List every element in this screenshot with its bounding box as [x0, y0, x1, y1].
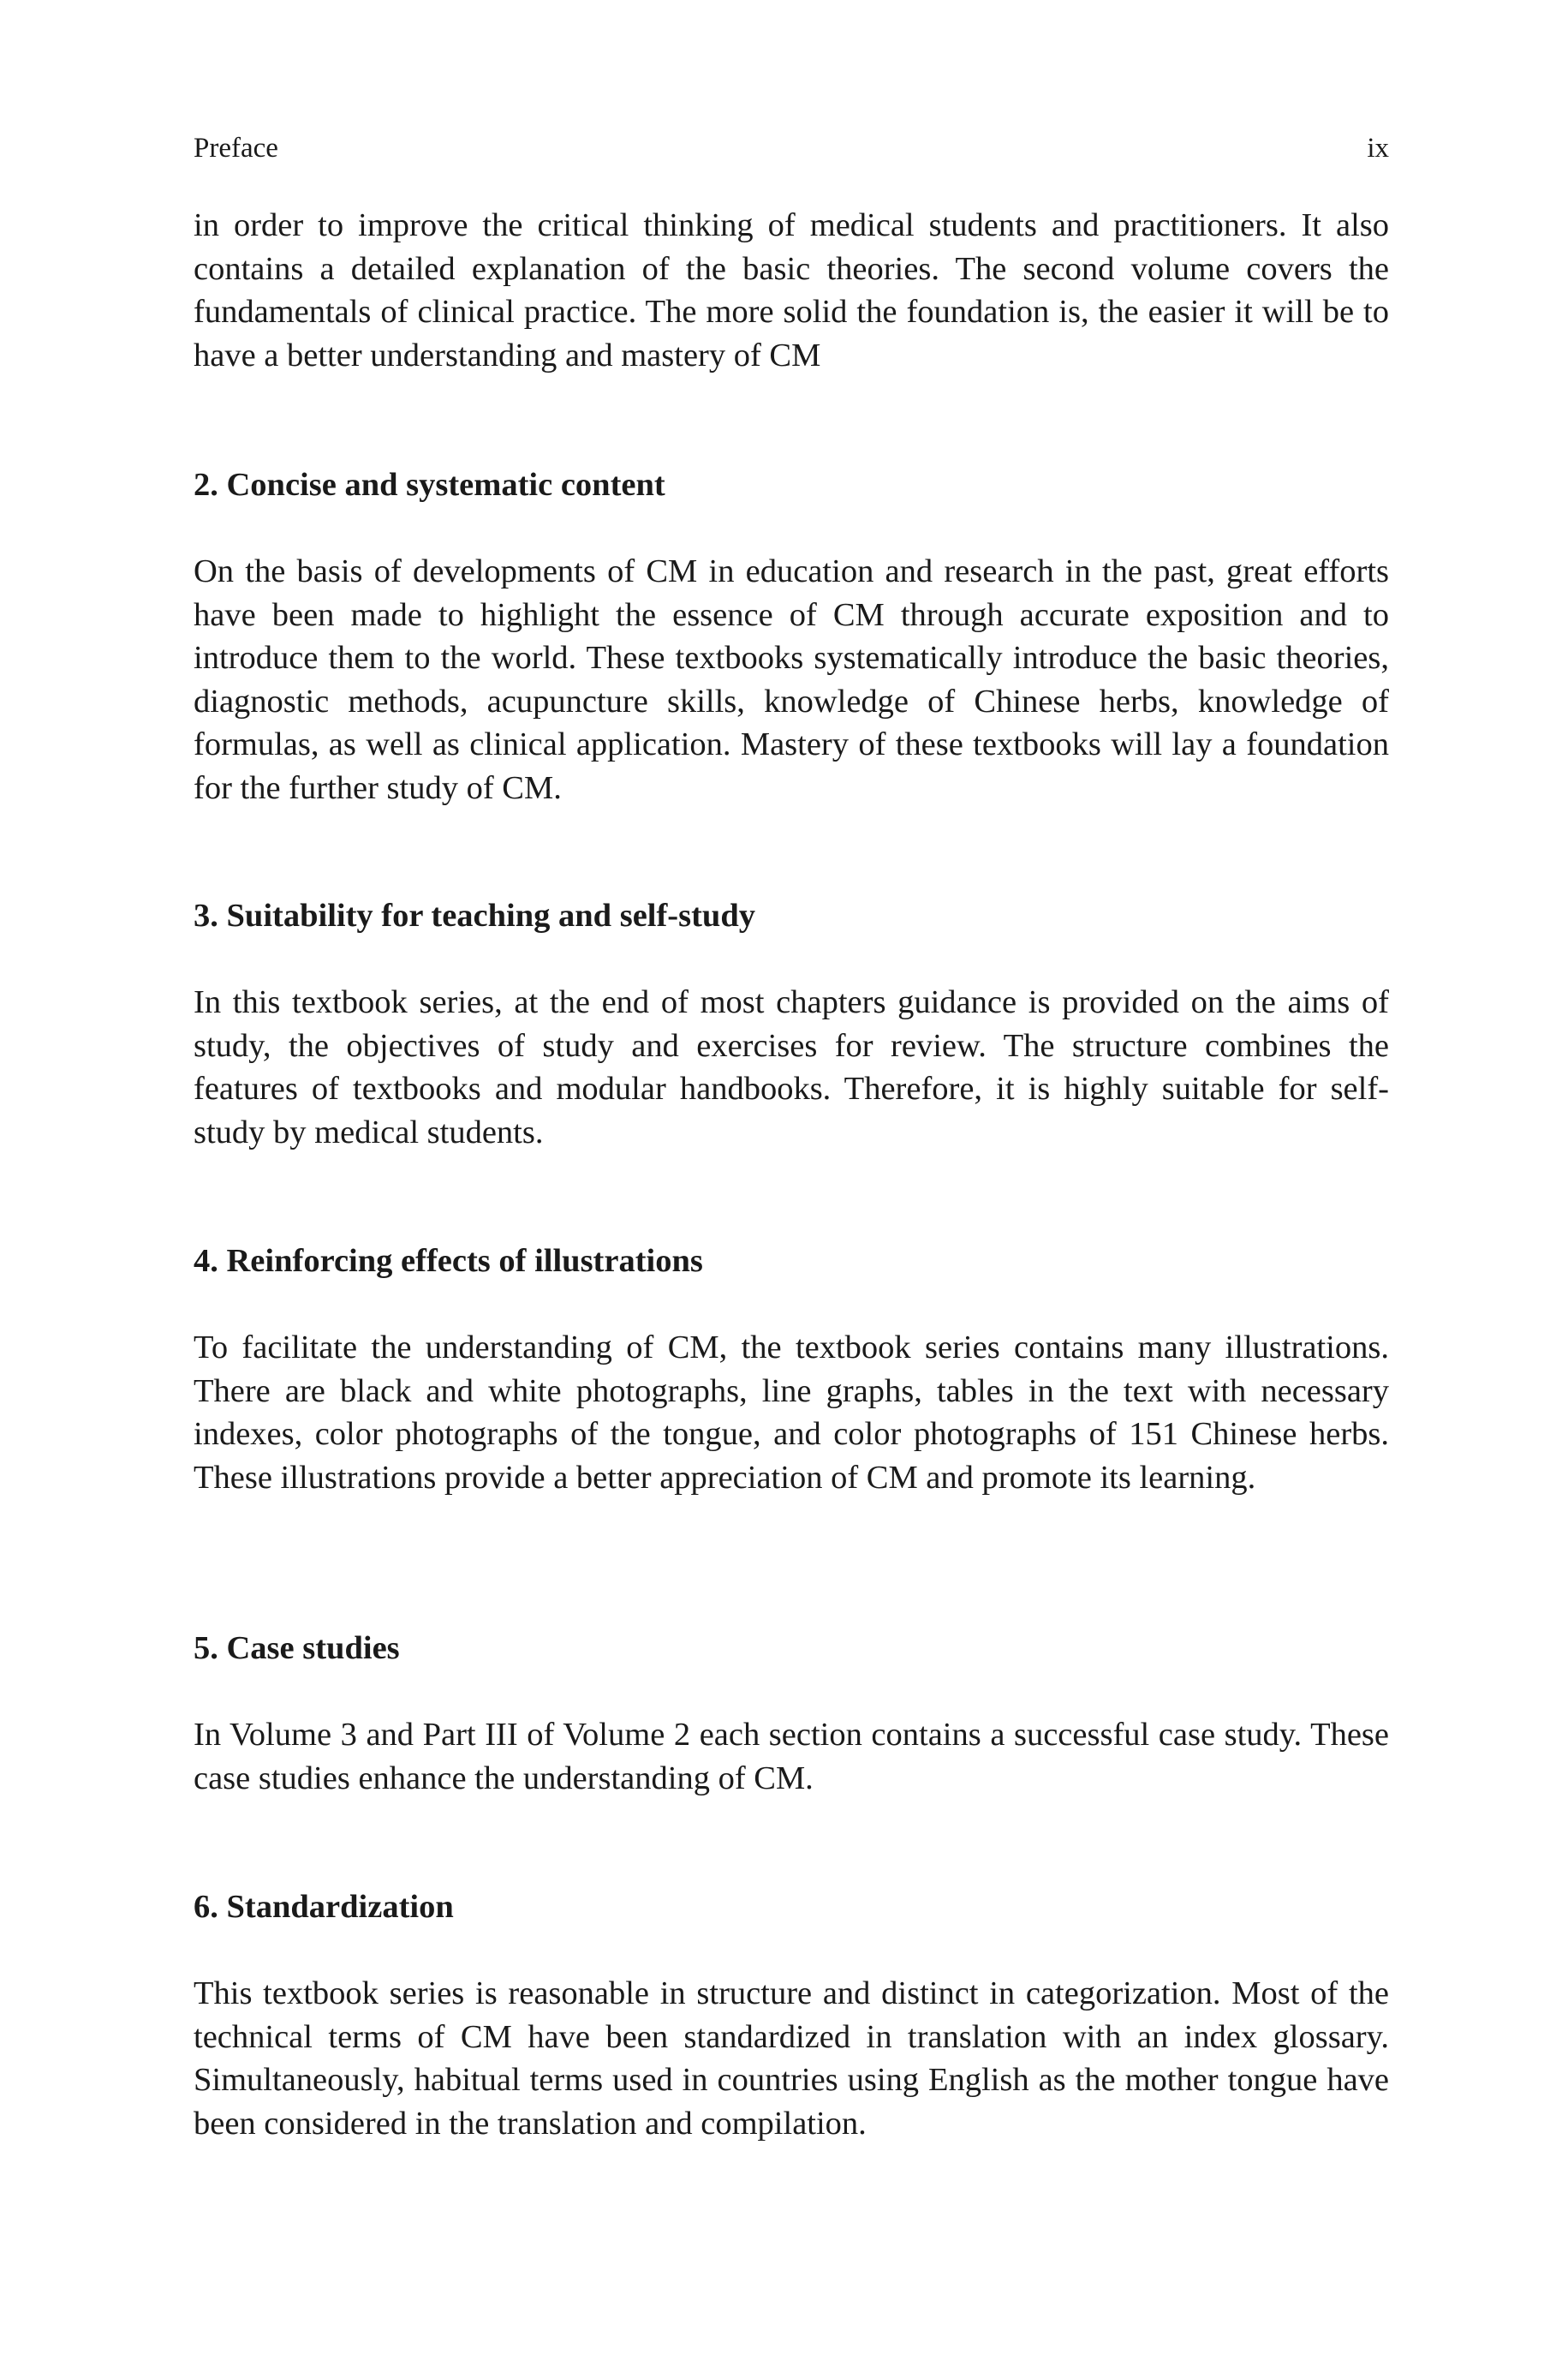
section-body-case-studies: In Volume 3 and Part III of Volume 2 each section contains a successful case study. These case studies enhance the understanding of CM.: [194, 1717, 1389, 1796]
section-heading-teaching-self-study: 3. Suitability for teaching and self-study: [194, 898, 756, 934]
running-head: [194, 127, 1389, 170]
section-heading-illustrations: 4. Reinforcing effects of illustrations: [194, 1243, 703, 1279]
section-body-teaching-self-study: In this textbook series, at the end of most chapters guidance is provided on the aims of study, the objectives of study and exercises for review. The structure combines the features of textbooks and modular handbooks. Therefore, it is highly suitable for self-study by medical students.: [194, 984, 1389, 1150]
section-body-concise-content: On the basis of developments of CM in education and research in the past, great efforts have been made to highlight the essence of CM through accurate exposition and to introduce them to the world. These textbooks systematically introduce the basic theories, diagnostic methods, acupuncture skills, knowledge of Chinese herbs, knowledge of formulas, as well as clinical application. Mastery of these textbooks will lay a foundation for the further study of CM.: [194, 553, 1389, 806]
running-head-title: Preface: [194, 133, 278, 164]
page-number: ix: [1367, 133, 1389, 164]
section-heading-concise-content: 2. Concise and systematic content: [194, 467, 665, 503]
section-heading-case-studies: 5. Case studies: [194, 1630, 400, 1666]
section-body-standardization: This textbook series is reasonable in structure and distinct in categorization. Most of the technical terms of CM have been standardized in translation with an index glossary. Simultaneously, habitual terms used in countries using English as the mother tongue have been considered in the translation and compilation.: [194, 1975, 1389, 2142]
section-body-illustrations: To facilitate the understanding of CM, the textbook series contains many illustrations. There are black and white photographs, line graphs, tables in the text with necessary indexes, color photographs of the tongue, and color photographs of 151 Chinese herbs. These illustrations provide a better appreciation of CM and promote its learning.: [194, 1329, 1389, 1496]
intro-paragraph: in order to improve the critical thinking of medical students and practitioners. It also contains a detailed explanation of the basic theories. The second volume covers the fundamentals of clinical practice. The more solid the foundation is, the easier it will be to have a better understanding and mastery of CM: [194, 207, 1389, 373]
section-heading-standardization: 6. Standardization: [194, 1889, 454, 1925]
